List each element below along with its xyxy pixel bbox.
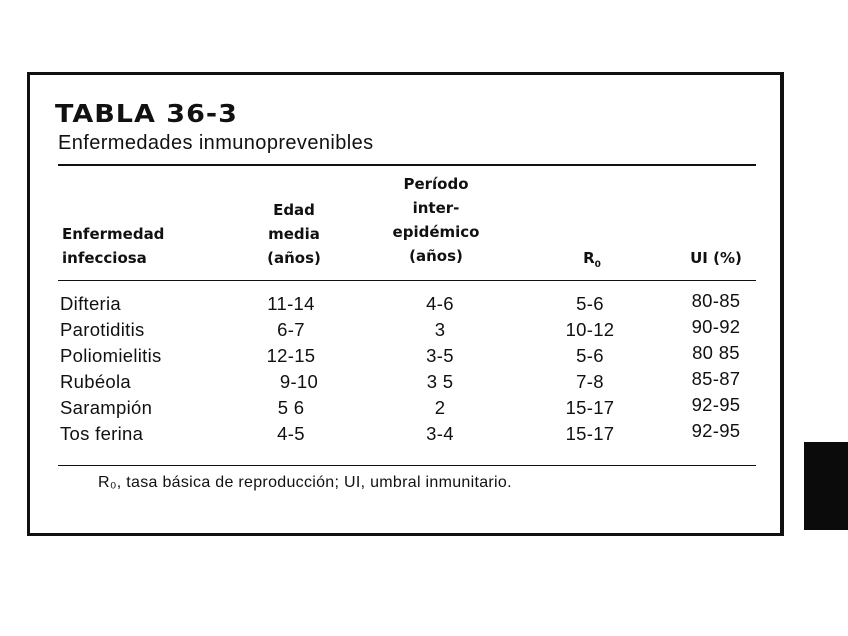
table-title: TABLA 36-3 <box>55 100 238 129</box>
cell-period: 3 <box>434 319 446 340</box>
cell-disease: Sarampión <box>60 397 153 418</box>
cell-ui: 80 85 <box>692 342 740 363</box>
footnote: R₀, tasa básica de reproducción; UI, umbral inmunitario. <box>98 474 512 491</box>
cell-age: 6-7 <box>277 319 305 340</box>
cell-period: 2 <box>434 397 446 418</box>
header-r0: $R_0$ <box>583 249 601 270</box>
cell-period: 3-4 <box>426 423 454 444</box>
cell-r0: 7-8 <box>576 371 604 392</box>
cell-disease: Parotiditis <box>60 319 145 340</box>
header-period: Período inter- epidémico (años) <box>392 175 480 265</box>
cell-ui: 90-92 <box>691 316 741 337</box>
cell-period: 3-5 <box>426 345 454 366</box>
cell-r0: 15-17 <box>565 423 615 444</box>
header-age: Edad media (años) <box>267 201 321 267</box>
cell-disease: Tos ferina <box>60 423 144 444</box>
cell-age: 12-15 <box>266 345 316 366</box>
cell-disease: Poliomielitis <box>60 345 162 366</box>
header-disease: Enfermedad infecciosa <box>62 225 165 267</box>
cell-age: 11-14 <box>267 293 315 314</box>
cell-period: 3 5 <box>426 371 454 392</box>
cell-r0: 5-6 <box>576 293 604 314</box>
rule-header <box>58 280 756 281</box>
page-edge-tab <box>804 442 848 530</box>
cell-age: 4-5 <box>277 423 305 444</box>
cell-ui: 92-95 <box>691 420 741 441</box>
cell-r0: 15-17 <box>565 397 615 418</box>
cell-age: 5 6 <box>277 397 305 418</box>
cell-period: 4-6 <box>426 293 454 314</box>
cell-ui: 80-85 <box>691 290 741 311</box>
rule-top <box>58 164 756 166</box>
cell-ui: 85-87 <box>691 368 741 389</box>
table-subtitle: Enfermedades inmunoprevenibles <box>58 132 374 154</box>
cell-disease: Rubéola <box>60 371 132 392</box>
header-ui: UI (%) <box>690 249 742 267</box>
cell-r0: 5-6 <box>576 345 604 366</box>
cell-r0: 10-12 <box>565 319 615 340</box>
rule-bottom <box>58 465 756 466</box>
cell-age: 9-10 <box>279 371 319 392</box>
cell-disease: Difteria <box>60 293 121 314</box>
cell-ui: 92-95 <box>691 394 741 415</box>
